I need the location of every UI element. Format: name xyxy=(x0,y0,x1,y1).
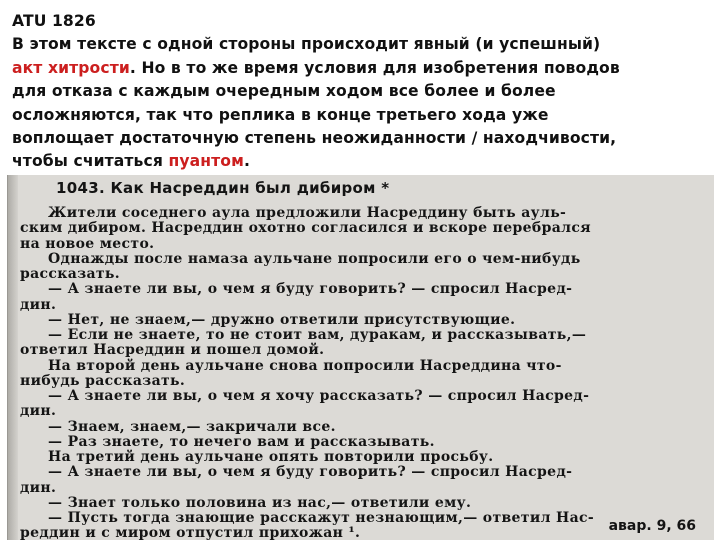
slide-text xyxy=(12,10,712,174)
scan-text-line: — А знаете ли вы, о чем я хочу рассказать? — спросил Насред- xyxy=(48,388,590,404)
scan-text-line: На второй день аульчане снова попросили Насреддина что- xyxy=(48,357,562,374)
scan-text-line: — А знаете ли вы, о чем я буду говорить? — спросил Насред- xyxy=(48,281,573,298)
scan-text-line: нибудь рассказать. xyxy=(20,372,186,389)
scan-text-line: На третий день аульчане опять повторили просьбу. xyxy=(48,449,494,465)
text-line-5: воплощает достаточную степень неожиданности / находчивости, xyxy=(12,129,617,148)
scan-text-line: на новое место. xyxy=(20,235,155,252)
scan-text-line: Жители соседнего аула предложили Насреддину быть ауль- xyxy=(48,205,567,221)
scan-title: 1043. Как Насреддин был дибиром * xyxy=(56,179,390,197)
scan-text-line: — Пусть тогда знающие расскажут незнающим,— ответил Нас- xyxy=(48,510,595,526)
highlight-punchline: пуантом xyxy=(168,152,244,171)
scanned-page xyxy=(7,175,714,540)
scan-text-line: дин. xyxy=(20,479,57,496)
scan-text-line: — Знает только половина из нас,— ответили ему. xyxy=(48,494,472,511)
scan-text-line: дин. xyxy=(20,403,57,420)
atu-label: ATU 1826 xyxy=(12,12,96,30)
text-line-6: чтобы считаться пуантом. xyxy=(12,152,250,171)
scan-text-line: — Знаем, знаем,— закричали все. xyxy=(48,418,336,435)
scan-text-line: Однажды после намаза аульчане попросили его о чем-нибудь xyxy=(48,250,581,267)
scan-text-line: реддин и с миром отпустил прихожан ¹. xyxy=(20,525,361,540)
scan-text-line: ответил Насреддин и пошел домой. xyxy=(20,342,325,359)
text-line-3: для отказа с каждым очередным ходом все более и более xyxy=(12,82,556,101)
text-line-4: осложняются, так что реплика в конце третьего хода уже xyxy=(12,105,549,124)
scan-text-line: ским дибиром. Насреддин охотно согласился и вскоре перебрался xyxy=(20,220,591,237)
text-line-1: В этом тексте с одной стороны происходит явный (и успешный) xyxy=(12,35,601,54)
text-line-2: акт хитрости. Но в то же время условия для изобретения поводов xyxy=(12,58,620,77)
scan-text-line: рассказать. xyxy=(20,266,120,282)
scan-text-line: дин. xyxy=(20,296,57,313)
scan-source: авар. 9, 66 xyxy=(608,518,696,534)
scan-text-line: — Нет, не знаем,— дружно ответили присутствующие. xyxy=(48,311,516,328)
scan-text-line: — Если не знаете, то не стоит вам, дуракам, и рассказывать,— xyxy=(48,327,587,343)
scan-text-line: — Раз знаете, то нечего вам и рассказывать. xyxy=(48,433,435,450)
scan-text-line: — А знаете ли вы, о чем я буду говорить? — спросил Насред- xyxy=(48,464,573,481)
highlight-trick: акт хитрости xyxy=(12,58,130,77)
